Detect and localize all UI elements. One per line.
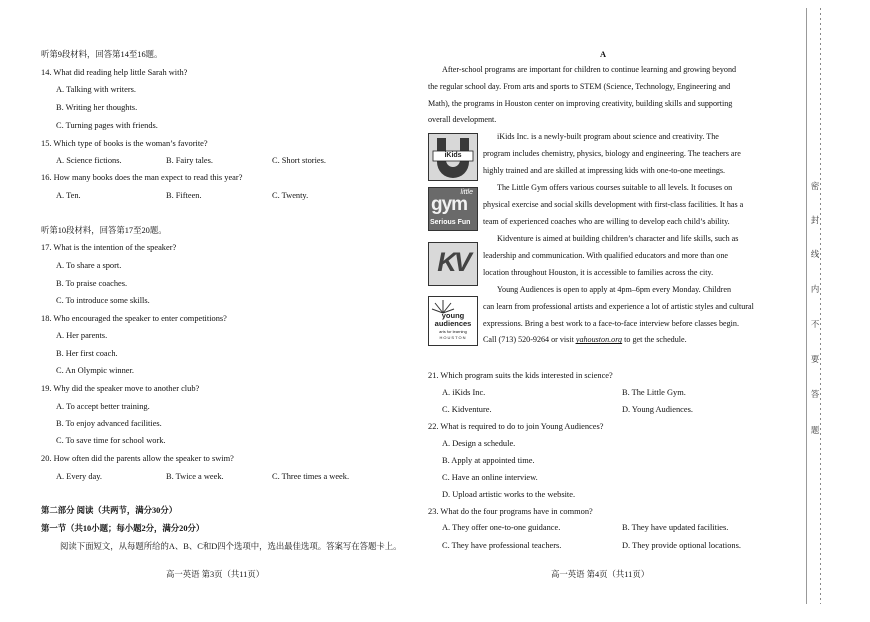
- seal-char-1: 密: [810, 182, 820, 191]
- young-audiences-paragraph: [483, 282, 779, 349]
- seal-char-2: 封: [810, 216, 820, 225]
- option-23d: D. They provide optional locations.: [622, 541, 741, 550]
- kv-line-1: Kidventure is aimed at building children’s character and life skills, such as: [497, 234, 739, 243]
- intro-line-3: Math), the programs in Houston center on improving creativity, building skills and supporting: [428, 98, 733, 108]
- binding-dotted-line: [820, 8, 821, 604]
- passage-intro: [428, 62, 779, 129]
- section-instruction-9: 听第9段材料，回答第14至16题。: [41, 50, 163, 59]
- ikids-logo: [428, 133, 478, 181]
- ikids-logo-text: iKids: [444, 152, 462, 159]
- kidventure-paragraph: [483, 231, 779, 281]
- option-23a: A. They offer one-to-one guidance.: [442, 523, 561, 532]
- ya-logo-word1: young: [441, 311, 465, 320]
- option-22c: C. Have an online interview.: [442, 473, 538, 482]
- seal-char-7: 答: [810, 390, 820, 399]
- seal-char-4: 内: [810, 285, 820, 294]
- gym-paragraph: [483, 180, 779, 230]
- ya-line-1: Young Audiences is open to apply at 4pm–6pm every Monday. Children: [497, 285, 732, 294]
- ikids-paragraph: [483, 129, 779, 179]
- option-16a: A. Ten.: [56, 191, 81, 200]
- option-23c: C. They have professional teachers.: [442, 541, 562, 550]
- gym-line-3: team of experienced coaches who are willing to develop each child’s ability.: [483, 216, 730, 226]
- option-14c: C. Turning pages with friends.: [56, 121, 158, 130]
- gym-logo-main: gym: [431, 194, 468, 215]
- option-16b: B. Fifteen.: [166, 191, 202, 200]
- kv-line-2: leadership and communication. With qualified educators and more than one: [483, 250, 728, 260]
- option-20c: C. Three times a week.: [272, 472, 350, 481]
- option-17b: B. To praise coaches.: [56, 279, 128, 288]
- part-two-heading: 第二部分 阅读（共两节，满分30分）: [41, 506, 178, 515]
- intro-line-2: the regular school day. From arts and sports to STEM (Science, Technology, Engineering and: [428, 81, 731, 91]
- option-23b: B. They have updated facilities.: [622, 523, 729, 532]
- option-15a: A. Science fictions.: [56, 156, 122, 165]
- option-14b: B. Writing her thoughts.: [56, 103, 138, 112]
- ya-line-3: expressions. Bring a best work to a face-to-face interview before classes begin.: [483, 318, 739, 328]
- option-17c: C. To introduce some skills.: [56, 296, 150, 305]
- intro-line-4: overall development.: [428, 115, 497, 125]
- ikids-line-3: highly trained and are skilled at impressing kids with one-to-one meetings.: [483, 165, 726, 175]
- little-gym-logo: [428, 187, 478, 231]
- option-16c: C. Twenty.: [272, 191, 309, 200]
- kv-line-3: location throughout Houston, it is accessible to families across the city.: [483, 267, 714, 277]
- seal-char-5: 不: [810, 320, 820, 329]
- page-footer-3: 高一英语 第3页（共11页）: [166, 570, 265, 579]
- ikids-line-1: iKids Inc. is a newly-built program about science and creativity. The: [497, 132, 719, 141]
- option-21d: D. Young Audiences.: [622, 405, 693, 414]
- ya-tail-text: to get the schedule.: [622, 335, 687, 345]
- option-15b: B. Fairy tales.: [166, 156, 213, 165]
- ya-line-2: can learn from professional artists and experience a lot of artistic styles and cultural: [483, 301, 754, 311]
- young-audiences-logo: [428, 296, 478, 346]
- option-22b: B. Apply at appointed time.: [442, 456, 535, 465]
- kv-logo-text: KV: [437, 247, 469, 277]
- option-21b: B. The Little Gym.: [622, 388, 686, 397]
- seal-char-3: 线: [810, 250, 820, 259]
- option-21a: A. iKids Inc.: [442, 388, 486, 397]
- option-19a: A. To accept better training.: [56, 402, 150, 411]
- option-14a: A. Talking with writers.: [56, 85, 136, 94]
- question-20: 20. How often did the parents allow the speaker to swim?: [41, 454, 234, 463]
- ya-logo-city: HOUSTON: [439, 335, 467, 340]
- passage-title: A: [600, 50, 607, 59]
- option-20b: B. Twice a week.: [166, 472, 224, 481]
- intro-line-1: After-school programs are important for children to continue learning and growing beyond: [442, 65, 737, 74]
- option-19b: B. To enjoy advanced facilities.: [56, 419, 162, 428]
- question-23: 23. What do the four programs have in common?: [428, 507, 593, 516]
- seal-char-6: 要: [810, 355, 820, 364]
- gym-line-2: physical exercise and social skills development with first-class facilities. It has a: [483, 199, 744, 209]
- option-21c: C. Kidventure.: [442, 405, 492, 414]
- question-18: 18. Who encouraged the speaker to enter competitions?: [41, 314, 227, 323]
- question-19: 19. Why did the speaker move to another club?: [41, 384, 200, 393]
- option-17a: A. To share a sport.: [56, 261, 122, 270]
- option-22d: D. Upload artistic works to the website.: [442, 490, 576, 499]
- gym-logo-bottom: Serious Fun: [430, 219, 471, 226]
- kidventure-logo: [428, 242, 478, 286]
- ya-website-link[interactable]: yahouston.org: [575, 335, 623, 345]
- ya-logo-word2: audiences: [434, 319, 472, 328]
- seal-char-8: 题: [810, 426, 820, 435]
- option-20a: A. Every day.: [56, 472, 102, 481]
- question-21: 21. Which program suits the kids interested in science?: [428, 371, 613, 380]
- binding-rail: [806, 8, 825, 604]
- ya-line-4: [483, 332, 779, 349]
- option-18b: B. Her first coach.: [56, 349, 118, 358]
- page-footer-4: 高一英语 第4页（共11页）: [551, 570, 650, 579]
- ikids-line-2: program includes chemistry, physics, biology and engineering. The teachers are: [483, 148, 741, 158]
- question-22: 22. What is required to do to join Young Audiences?: [428, 422, 604, 431]
- section-one-heading: 第一节（共10小题；每小题2分，满分20分）: [41, 524, 205, 533]
- section-one-instruction: 阅读下面短文，从每题所给的A、B、C和D四个选项中，选出最佳选项。答案写在答题卡上。: [60, 542, 402, 551]
- ya-logo-tagline: arts for learning: [439, 329, 467, 334]
- option-15c: C. Short stories.: [272, 156, 326, 165]
- section-instruction-10: 听第10段材料，回答第17至20题。: [41, 226, 167, 235]
- option-19c: C. To save time for school work.: [56, 436, 166, 445]
- question-16: 16. How many books does the man expect to read this year?: [41, 173, 243, 182]
- question-17: 17. What is the intention of the speaker?: [41, 243, 177, 252]
- question-14: 14. What did reading help little Sarah with?: [41, 68, 188, 77]
- question-15: 15. Which type of books is the woman’s favorite?: [41, 139, 208, 148]
- ya-call-text: Call (713) 520-9264 or visit: [483, 335, 576, 345]
- option-18c: C. An Olympic winner.: [56, 366, 134, 375]
- option-22a: A. Design a schedule.: [442, 439, 516, 448]
- option-18a: A. Her parents.: [56, 331, 108, 340]
- gym-logo-top: little: [460, 189, 473, 196]
- gym-line-1: The Little Gym offers various courses suitable to all levels. It focuses on: [497, 183, 733, 192]
